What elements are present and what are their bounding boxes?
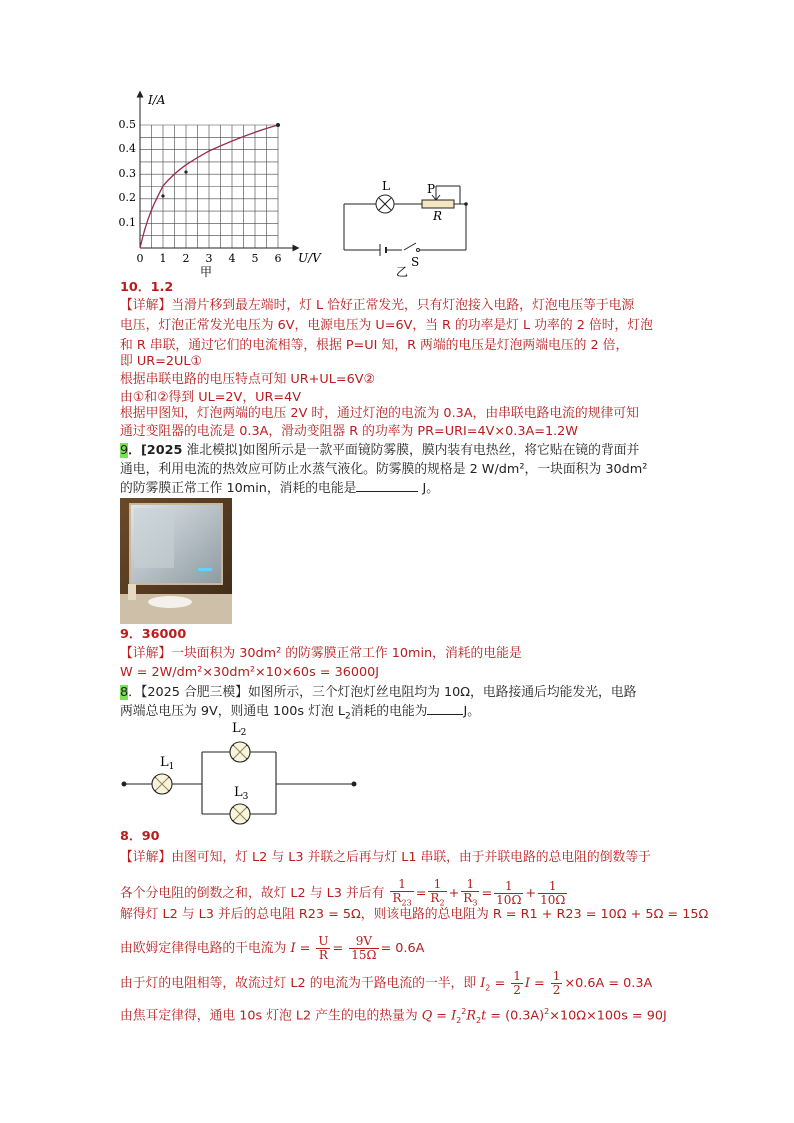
- y-tick: 0.4: [118, 142, 136, 155]
- y-tick: 0.5: [118, 118, 136, 131]
- x-tick: 0: [136, 252, 144, 265]
- y-tick: 0.3: [118, 167, 136, 180]
- x-tick: 5: [251, 252, 259, 265]
- x-axis-label: U/V: [298, 251, 321, 265]
- q10-explain-1: 【详解】当滑片移到最左端时，灯 L 恰好正常发光，只有灯泡接入电路，灯泡电压等于电源: [120, 298, 635, 313]
- q8-question-1: 8．【2025 合肥三模】如图所示，三个灯泡灯丝电阻均为 10Ω，电路接通后均能发光，电路: [120, 685, 637, 700]
- q8-explain-2: 各个分电阻的倒数之和，故灯 L2 与 L3 并后有 $\frac{1}{R_{23}}$ = $\frac{1}{R_2}$ + $\frac{1}{R_3}$ = $\frac{1}{10\Omega}$ + $\frac{1}{10\Omega}$: [120, 877, 566, 908]
- q9-question-3: 的防雾膜正常工作 10min，消耗的电能是 J。: [120, 481, 440, 496]
- q8-blank: [427, 702, 463, 715]
- circuit-yi: [336, 168, 476, 278]
- q8-explain-6: 由焦耳定律得，通电 10s 灯泡 L2 产生的电的热量为 $Q = I_2^2R_2t = (0.3A)^2\times 10\Omega\times 100s = 90J$: [120, 1007, 667, 1025]
- q8-number: 8: [120, 685, 129, 700]
- q8-answer: 8．90: [120, 829, 160, 844]
- label-L2: $L_2$: [232, 721, 247, 738]
- q10-explain-5: 根据串联电路的电压特点可知 UR+UL=6V②: [120, 372, 375, 387]
- q10-explain-7: 根据甲图知，灯泡两端的电压 2V 时，通过灯泡的电流为 0.3A，由串联电路电流的规律可知: [120, 406, 639, 421]
- q9-number: 9: [120, 443, 129, 458]
- q8-explain-3: 解得灯 L2 与 L3 并后的总电阻 R23 = 5Ω，则该电路的总电阻为 R = R1 + R23 = 10Ω + 5Ω = 15Ω: [120, 907, 709, 922]
- q10-explain-3: 和 R 串联，通过它们的电流相等，根据 P=UI 知，R 两端的电压是灯泡两端电压的 2 倍，: [120, 338, 629, 353]
- q10-explain-2: 电压，灯泡正常发光电压为 6V，电源电压为 U=6V，当 R 的功率是灯 L 功率的 2 倍时，灯泡: [120, 318, 653, 333]
- y-axis-label: I/A: [148, 93, 166, 107]
- q9-question-1: 9．[2025 淮北模拟]如图所示是一款平面镜防雾膜，膜内装有电热丝，将它贴在镜的背面并: [120, 443, 640, 458]
- q8-explain-5: 由于灯的电阻相等，故流过灯 L2 的电流为干路电流的一半，即 $I_2$ = $\frac{1}{2}$ I = $\frac{1}{2}$ ×0.6A = 0.3A: [120, 969, 653, 997]
- label-L3: $L_3$: [234, 785, 249, 802]
- iu-graph: [118, 88, 328, 283]
- label-L1: $L_1$: [160, 755, 175, 772]
- q8-question-2: 两端总电压为 9V，则通电 100s 灯泡 $L_2$消耗的电能为 J。: [120, 704, 481, 722]
- q8-explain-1: 【详解】由图可知，灯 L2 与 L3 并联之后再与灯 L1 串联，由于并联电路的总电阻的倒数等于: [120, 850, 651, 865]
- x-tick: 3: [205, 252, 213, 265]
- label-L: L: [382, 179, 390, 193]
- q9-question-2: 通电，利用电流的热效应可防止水蒸气液化。防雾膜的规格是 2 W/dm²，一块面积为 30dm²: [120, 462, 648, 477]
- x-tick: 6: [274, 252, 282, 265]
- q9-explain-2: W = 2W/dm²×30dm²×10×60s = 36000J: [120, 665, 380, 680]
- circuit-caption: 乙: [396, 265, 409, 278]
- label-S: S: [411, 255, 420, 269]
- q8-explain-4: 由欧姆定律得电路的干电流为 I = $\frac{U}{R}$ = $\frac{9V}{15\Omega}$ = 0.6A: [120, 934, 425, 962]
- graph-caption: 甲: [199, 265, 213, 279]
- x-tick: 4: [228, 252, 236, 265]
- mirror-photo: [120, 498, 232, 624]
- q10-explain-8: 通过变阻器的电流是 0.3A，滑动变阻器 R 的功率为 PR=URI=4V×0.3A=1.2W: [120, 424, 578, 439]
- x-tick: 2: [182, 252, 190, 265]
- q10-explain-4: 即 UR=2UL①: [120, 354, 202, 369]
- y-tick: 0.1: [118, 216, 136, 229]
- x-tick: 1: [159, 252, 167, 265]
- circuit-three-lamps: [118, 716, 362, 828]
- q10-answer: 10．1.2: [120, 280, 174, 295]
- label-P: P: [427, 182, 436, 196]
- q9-answer: 9．36000: [120, 627, 187, 642]
- q9-blank: [356, 479, 418, 492]
- y-tick: 0.2: [118, 191, 136, 204]
- q9-explain-1: 【详解】一块面积为 30dm² 的防雾膜正常工作 10min，消耗的电能是: [120, 646, 522, 661]
- q10-explain-6: 由①和②得到 UL=2V，UR=4V: [120, 390, 301, 405]
- label-R: R: [433, 209, 443, 223]
